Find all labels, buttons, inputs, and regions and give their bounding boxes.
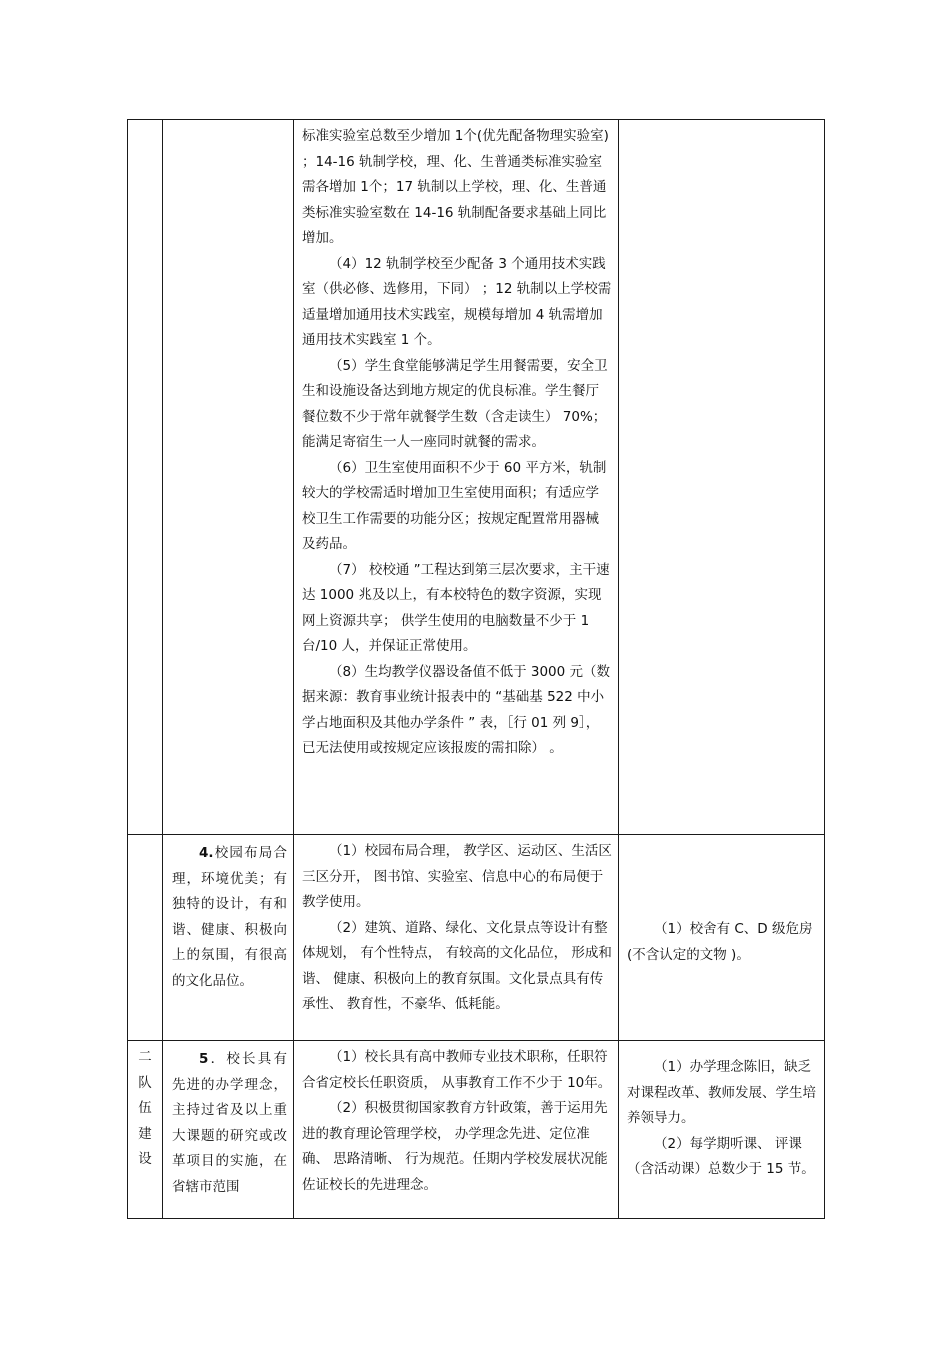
veto-paragraph: （2）每学期听课、 评课（含活动课）总数少于 15 节。 [627,1135,815,1177]
table-row [128,120,825,835]
category-label: 二队伍建设 [138,1049,152,1167]
criteria-paragraph: （6）卫生室使用面积不少于 60 平方米，轨制较大的学校需适时增加卫生室使用面积；有适应学校卫生工作需要的功能分区；按规定配置常用器械及药品。 [302,459,607,552]
item-description: ．校长具有先进的办学理念，主持过省及以上重大课题的研究或改革项目的实施，在省辖市范围 [172,1051,287,1195]
criteria-cell [294,835,619,1041]
category-cell [128,1041,163,1219]
item-description: 校园布局合理，环境优美；有独特的设计，有和谐、健康、积极向上的氛围，有很高的文化品位。 [172,845,287,989]
criteria-paragraph: （1）校园布局合理， 教学区、运动区、生活区三区分开， 图书馆、实验室、信息中心的布局便于教学使用。 [302,843,612,910]
criteria-paragraph: 标准实验室总数至少增加 1个(优先配备物理实验室) ；14-16 轨制学校，理、化、生普通类标准实验室需各增加 1个；17 轨制以上学校，理、化、生普通类标准实验室数在 14-16 轨制配备要求基础上同比增加。 [302,128,609,246]
veto-cell [619,120,825,835]
criteria-paragraph: （1）校长具有高中教师专业技术职称，任职符合省定校长任职资质， 从事教育工作不少于 10年。 [302,1049,612,1091]
veto-paragraph: （1）校舍有 C、D 级危房 (不含认定的文物 )。 [627,921,813,963]
criteria-paragraph: （7） 校校通 ”工程达到第三层次要求，主干速达 1000 兆及以上，有本校特色的数字资源，实现网上资源共享； 供学生使用的电脑数量不少于 1 台/10 人，并保证正常使用。 [302,561,610,654]
criteria-paragraph: （2）积极贯彻国家教育方针政策，善于运用先进的教育理论管理学校， 办学理念先进、定位准确、 思路清晰、 行为规范。任期内学校发展状况能佐证校长的先进理念。 [302,1100,608,1193]
criteria-paragraph: （2）建筑、道路、绿化、文化景点等设计有整体规划， 有个性特点， 有较高的文化品位， 形成和谐、 健康、积极向上的教育氛围。文化景点具有传承性、 教育性，不豪华、低耗能。 [302,919,612,1012]
item-number: 4. [199,845,214,861]
criteria-cell [294,120,619,835]
item-cell [163,835,294,1041]
criteria-paragraph: （8）生均教学仪器设备值不低于 3000 元（数据来源：教育事业统计报表中的 “基础基 522 中小学占地面积及其他办学条件 ” 表，［行 01 列 9］，已无法使用或按规定应该报废的需扣除） 。 [302,663,611,756]
criteria-paragraph: （5）学生食堂能够满足学生用餐需要，安全卫生和设施设备达到地方规定的优良标准。学生餐厅餐位数不少于常年就餐学生数（含走读生） 70%；能满足寄宿生一人一座同时就餐的需求。 [302,357,608,450]
table-row [128,835,825,1041]
table-row [128,1041,825,1219]
criteria-paragraph: （4）12 轨制学校至少配备 3 个通用技术实践室（供必修、选修用，下同） ；12 轨制以上学校需适量增加通用技术实践室，规模每增加 4 轨需增加通用技术实践室 1 个。 [302,255,612,348]
item-number: 5 [199,1051,209,1067]
standards-table [127,119,825,1219]
veto-paragraph: （1）办学理念陈旧，缺乏对课程改革、教师发展、学生培养领导力。 [627,1059,816,1126]
item-cell [163,1041,294,1219]
category-cell [128,835,163,1041]
veto-cell [619,835,825,1041]
item-cell [163,120,294,835]
category-cell [128,120,163,835]
veto-cell [619,1041,825,1219]
criteria-cell [294,1041,619,1219]
